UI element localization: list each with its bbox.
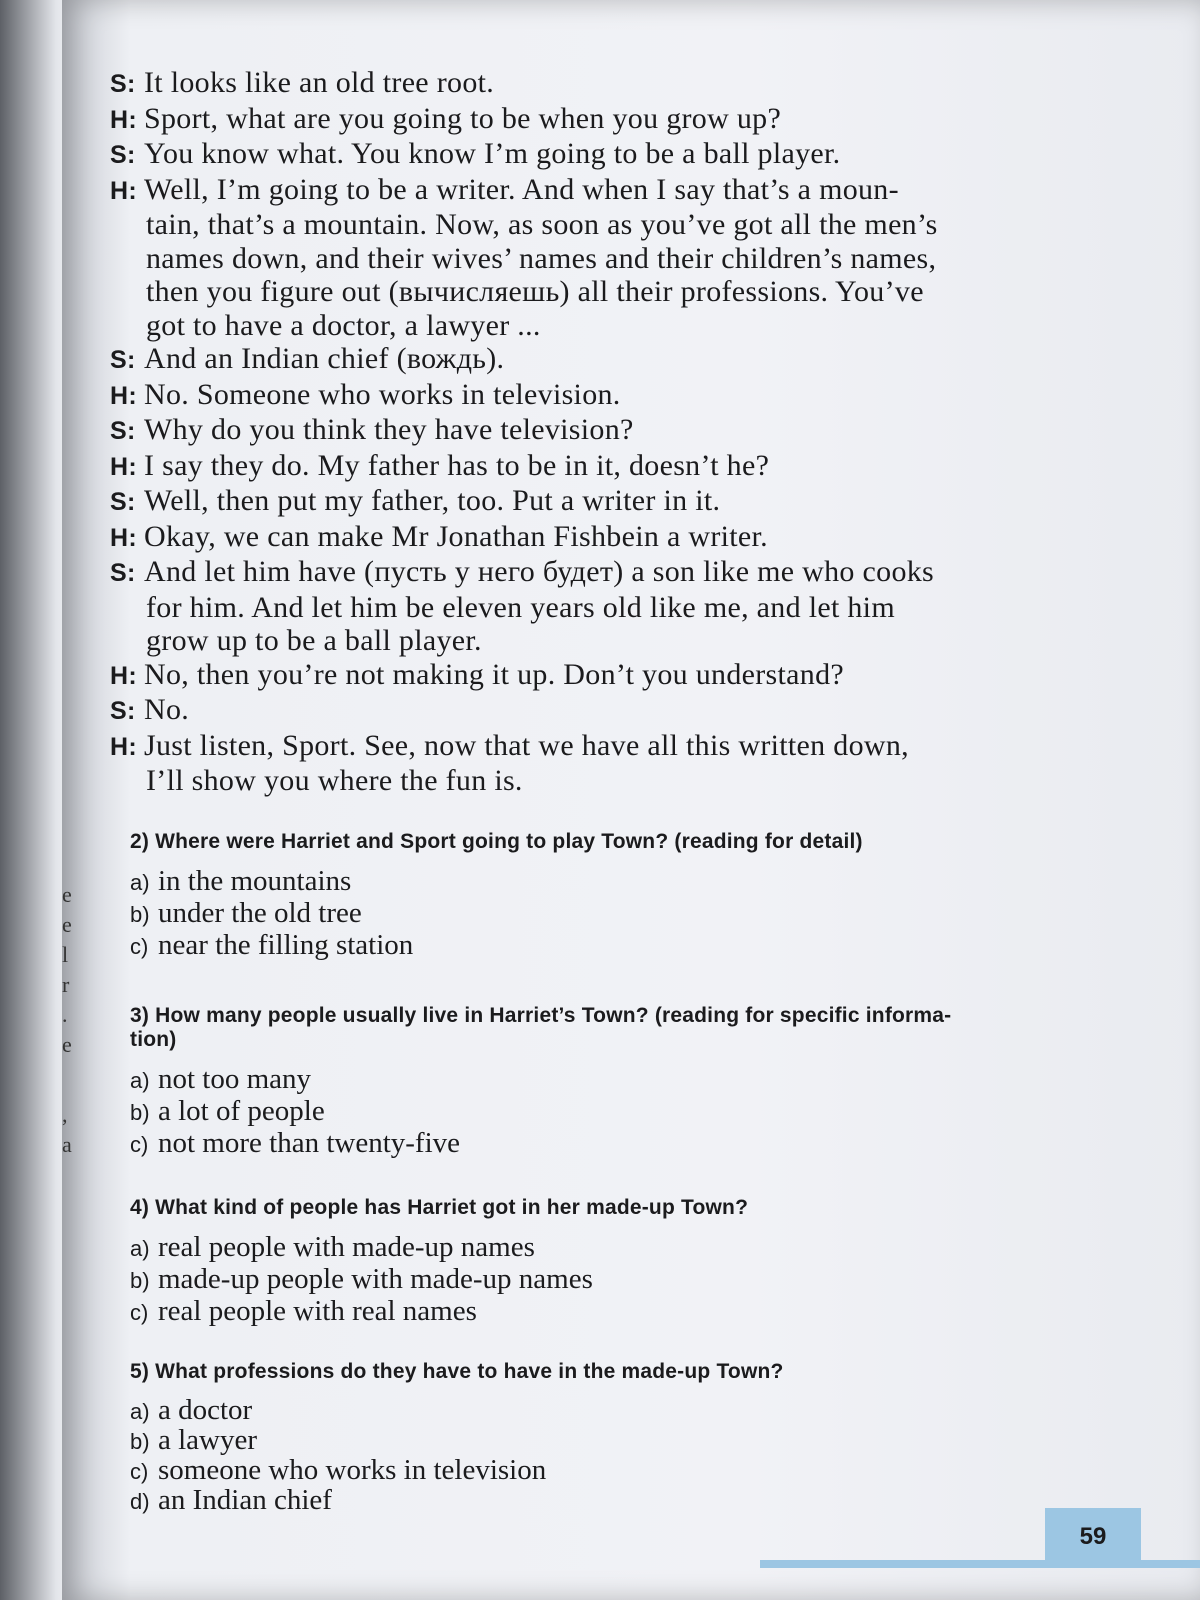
dialogue-line	[110, 342, 1140, 378]
answer-option	[130, 898, 1130, 930]
dialogue-line	[110, 137, 1140, 173]
dialogue-text-line: No, then you’re not making it up. Don’t you understand?	[144, 657, 844, 691]
answer-option	[130, 1456, 1130, 1486]
answer-option	[130, 866, 1130, 898]
option-text: made-up people with made-up names	[158, 1263, 593, 1295]
speaker-label: S:	[110, 70, 136, 98]
option-letter: a)	[130, 1236, 150, 1261]
speaker-label: H:	[110, 523, 137, 552]
answer-option	[130, 1396, 1130, 1426]
speaker-label: S:	[110, 417, 136, 445]
dialogue-line	[110, 555, 1140, 591]
dialogue-line	[110, 66, 1140, 102]
margin-mark: e	[62, 882, 72, 907]
dialogue-text-line: Just listen, Sport. See, now that we have all this written down,	[144, 728, 909, 762]
dialogue-continuation: names down, and their wives’ names and their children’s names,	[146, 241, 937, 275]
answer-option	[130, 1096, 1130, 1128]
option-text: near the filling station	[158, 929, 414, 961]
speaker-label: S:	[110, 697, 136, 725]
dialogue-line	[110, 729, 1140, 765]
margin-mark: a	[62, 1132, 72, 1157]
option-text: not more than twenty-five	[158, 1127, 460, 1159]
question-3	[130, 1004, 1130, 1160]
answer-option	[130, 1128, 1130, 1160]
speaker-label: H:	[110, 105, 137, 134]
margin-mark: .	[62, 1002, 68, 1027]
speaker-label: H:	[110, 176, 137, 205]
speaker-label: H:	[110, 661, 137, 690]
question-text: 3) How many people usually live in Harriet’s Town? (reading for specific informa-	[130, 1004, 952, 1027]
question-text: 2) Where were Harriet and Sport going to play Town? (reading for detail)	[130, 830, 863, 853]
page-number-tab	[1045, 1508, 1141, 1566]
option-text: someone who works in television	[158, 1454, 547, 1486]
speaker-label: H:	[110, 452, 137, 481]
option-text: real people with real names	[158, 1295, 477, 1327]
question-text: 5) What professions do they have to have in the made-up Town?	[130, 1360, 784, 1383]
page-number: 59	[1079, 1523, 1107, 1550]
answer-option	[130, 1264, 1130, 1296]
dialogue-line	[110, 102, 1140, 138]
option-letter: c)	[130, 1459, 149, 1484]
dialogue-text-line: No. Someone who works in television.	[144, 377, 621, 411]
margin-mark: ,	[62, 1102, 68, 1127]
option-letter: a)	[130, 1399, 150, 1424]
option-letter: b)	[130, 1429, 150, 1454]
dialogue-text-line: And let him have (пусть у него будет) a son like me who cooks	[144, 555, 935, 588]
margin-mark: r	[62, 972, 70, 997]
option-letter: c)	[130, 1132, 149, 1157]
option-text: in the mountains	[158, 865, 352, 897]
dialogue-line	[110, 484, 1140, 520]
speaker-label: S:	[110, 346, 136, 374]
option-letter: a)	[130, 870, 150, 895]
dialogue-text-line: You know what. You know I’m going to be a ball player.	[144, 137, 841, 170]
margin-mark: e	[62, 1032, 72, 1057]
speaker-label: S:	[110, 559, 136, 587]
question-4	[130, 1196, 1130, 1328]
dialogue-continuation: for him. And let him be eleven years old like me, and let him	[146, 590, 895, 624]
dialogue-line	[110, 693, 1140, 729]
speaker-label: S:	[110, 488, 136, 516]
margin-mark: l	[62, 942, 69, 967]
dialogue-text-line: It looks like an old tree root.	[144, 66, 495, 99]
dialogue-text-line: Okay, we can make Mr Jonathan Fishbein a writer.	[144, 519, 768, 553]
answer-option	[130, 1486, 1130, 1516]
facing-page-margin-marks	[62, 880, 76, 1160]
dialogue-line	[110, 520, 1140, 556]
question-text-continuation: tion)	[130, 1028, 177, 1051]
dialogue-text-line: Well, then put my father, too. Put a writer in it.	[144, 484, 721, 517]
dialogue-line	[110, 413, 1140, 449]
answer-options	[130, 1396, 1130, 1516]
option-text: under the old tree	[158, 897, 362, 929]
answer-option	[130, 1064, 1130, 1096]
option-letter: a)	[130, 1068, 150, 1093]
answer-options	[130, 1064, 1130, 1160]
dialogue-text	[110, 66, 1140, 798]
option-text: an Indian chief	[158, 1484, 332, 1516]
dialogue-continuation: got to have a doctor, a lawyer ...	[146, 308, 541, 342]
dialogue-text-line: Why do you think they have television?	[144, 413, 634, 446]
dialogue-line	[110, 378, 1140, 414]
option-text: a lot of people	[158, 1095, 325, 1127]
option-letter: c)	[130, 934, 149, 959]
dialogue-continuation: tain, that’s a mountain. Now, as soon as you’ve got all the men’s	[146, 208, 938, 241]
speaker-label: S:	[110, 141, 136, 169]
dialogue-text-line: I say they do. My father has to be in it, doesn’t he?	[144, 448, 770, 482]
dialogue-text-line: Sport, what are you going to be when you grow up?	[144, 101, 782, 135]
option-letter: b)	[130, 902, 150, 927]
dialogue-text-line: And an Indian chief (вождь).	[144, 342, 505, 375]
margin-gap	[62, 1060, 76, 1100]
answer-option	[130, 930, 1130, 962]
dialogue-text-line: Well, I’m going to be a writer. And when I say that’s a moun-	[144, 172, 899, 206]
dialogue-line	[110, 658, 1140, 694]
option-letter: c)	[130, 1300, 149, 1325]
option-letter: b)	[130, 1100, 150, 1125]
option-text: a lawyer	[158, 1424, 258, 1456]
dialogue-line	[110, 449, 1140, 485]
option-text: a doctor	[158, 1394, 253, 1426]
dialogue-continuation: then you figure out (вычисляешь) all their professions. You’ve	[146, 275, 924, 308]
option-letter: d)	[130, 1489, 150, 1514]
answer-options	[130, 1232, 1130, 1328]
dialogue-continuation: grow up to be a ball player.	[146, 624, 482, 657]
answer-option	[130, 1232, 1130, 1264]
option-text: not too many	[158, 1063, 312, 1095]
dialogue-text-line: No.	[144, 693, 190, 726]
speaker-label: H:	[110, 732, 137, 761]
answer-option	[130, 1296, 1130, 1328]
answer-option	[130, 1426, 1130, 1456]
dialogue-line	[110, 173, 1140, 209]
question-2	[130, 830, 1130, 962]
question-5	[130, 1360, 1130, 1516]
option-text: real people with made-up names	[158, 1231, 535, 1263]
margin-mark: e	[62, 912, 72, 937]
option-letter: b)	[130, 1268, 150, 1293]
question-text: 4) What kind of people has Harriet got in her made-up Town?	[130, 1196, 749, 1219]
speaker-label: H:	[110, 381, 137, 410]
answer-options	[130, 866, 1130, 962]
dialogue-continuation: I’ll show you where the fun is.	[146, 764, 523, 797]
